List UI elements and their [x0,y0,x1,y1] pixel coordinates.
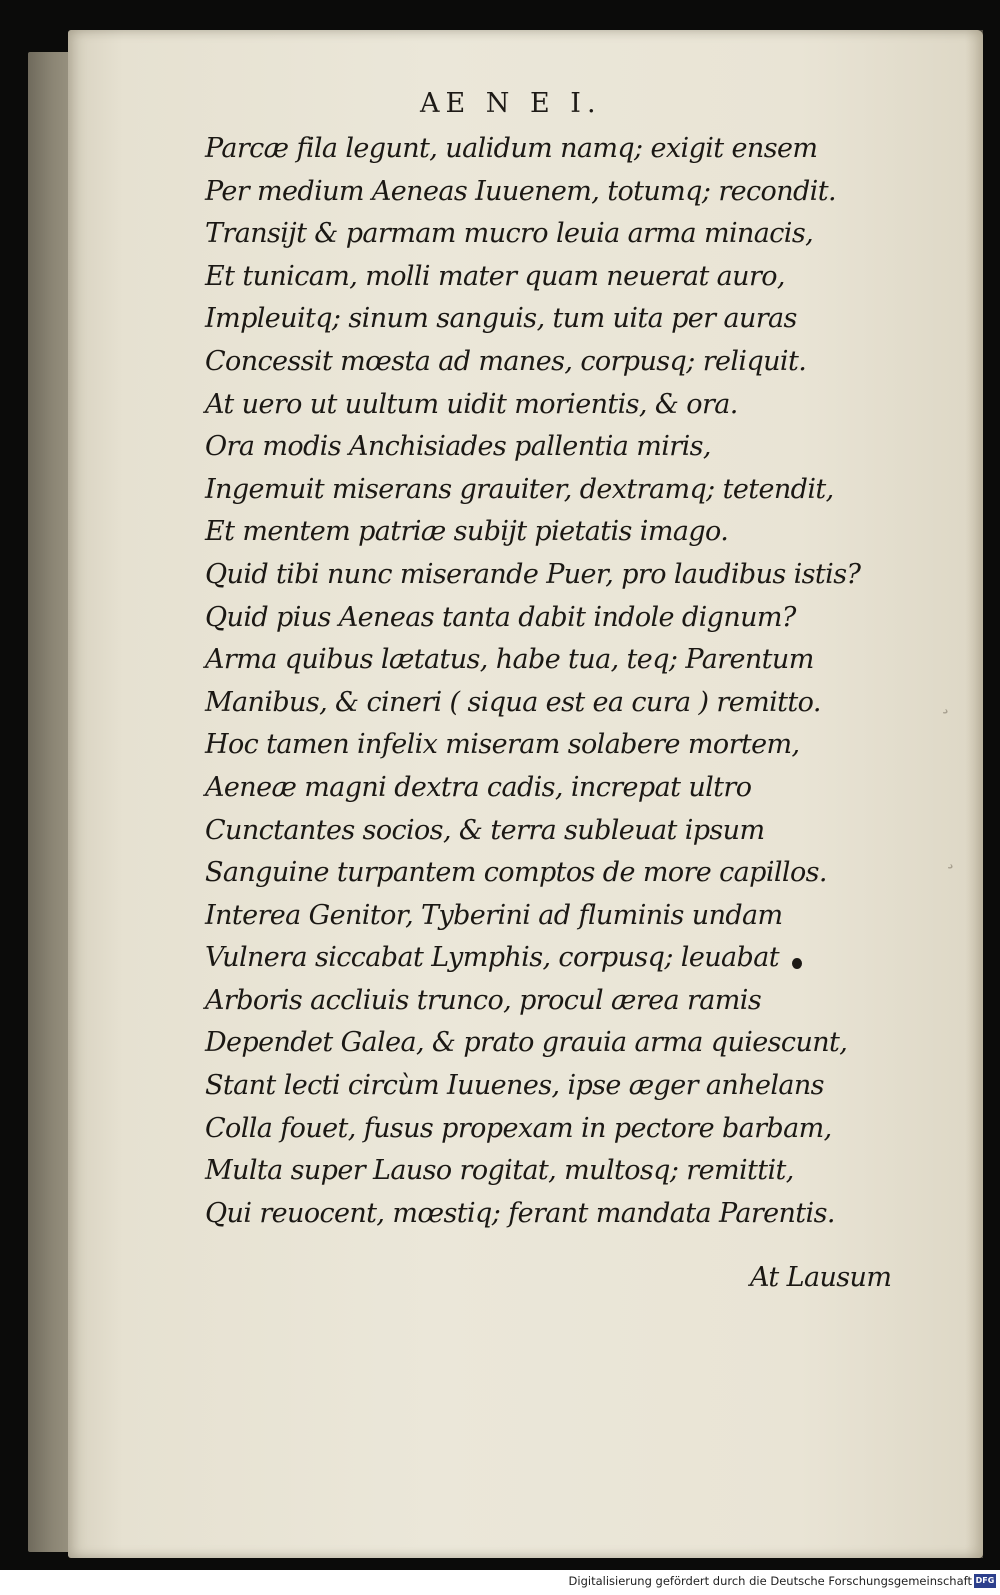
verse-line: Manibus, & cineri ( siqua est ea cura ) remitto. [205,686,821,718]
ink-blot [792,958,802,969]
verse-line: Parcæ fila legunt, ualidum namq; exigit ensem [205,133,818,164]
verse-line: Quid pius Aeneas tanta dabit indole dignum? [205,601,796,633]
verse-list [205,128,860,1235]
verse-line: Impleuitq; sinum sanguis, tum uita per auras [205,303,797,335]
page-shadow [965,30,983,1558]
verse-line: Transijt & parmam mucro leuia arma minacis, [205,218,814,250]
verse-line: Sanguine turpantem comptos de more capillos. [205,857,827,889]
verse-line: Arma quibus lætatus, habe tua, teq; Parentum [205,644,814,676]
verse-line: Ora modis Anchisiades pallentia miris, [205,431,711,463]
verse-line: Per medium Aeneas Iuuenem, totumq; recondit. [205,175,836,207]
funding-credit: Digitalisierung gefördert durch die Deutsche Forschungsgemeinschaft [568,1574,972,1588]
verse-line: Vulnera siccabat Lymphis, corpusq; leuabat [205,942,779,974]
verse-line: Aeneæ magni dextra cadis, increpat ultro [205,771,752,803]
verse-line: Arboris accliuis trunco, procul ærea ramis [205,984,762,1016]
show-through-mark: ¸ [940,690,951,715]
verse-line: Multa super Lauso rogitat, multosq; remittit, [205,1155,794,1187]
verse-line: Hoc tamen infelix miseram solabere mortem, [205,729,800,761]
verse-line: Quid tibi nunc miserande Puer, pro laudibus istis? [205,558,861,590]
catchword: At Lausum [750,1262,892,1293]
running-head: AE N E I. [420,88,602,119]
verse-line: Ingemuit miserans grauiter, dextramq; tetendit, [205,473,834,505]
verse-line: Qui reuocent, mœstiq; ferant mandata Parentis. [205,1197,835,1229]
verse-line: Dependet Galea, & prato grauia arma quiescunt, [205,1027,848,1059]
verse-line: Concessit mœsta ad manes, corpusq; reliquit. [205,345,807,377]
verse-line: Colla fouet, fusus propexam in pectore barbam, [205,1112,832,1144]
verse-line: At uero ut uultum uidit morientis, & ora. [205,388,738,420]
dfg-logo: DFG [974,1574,996,1588]
verse-line: Cunctantes socios, & terra subleuat ipsum [205,814,765,846]
verse-line: Et tunicam, molli mater quam neuerat auro, [205,260,785,292]
show-through-mark: ¸ [945,845,956,870]
verse-line: Interea Genitor, Tyberini ad fluminis undam [205,899,783,931]
verse-line: Stant lecti circùm Iuuenes, ipse æger anhelans [205,1070,824,1102]
verse-line: Et mentem patriæ subijt pietatis imago. [205,516,729,548]
